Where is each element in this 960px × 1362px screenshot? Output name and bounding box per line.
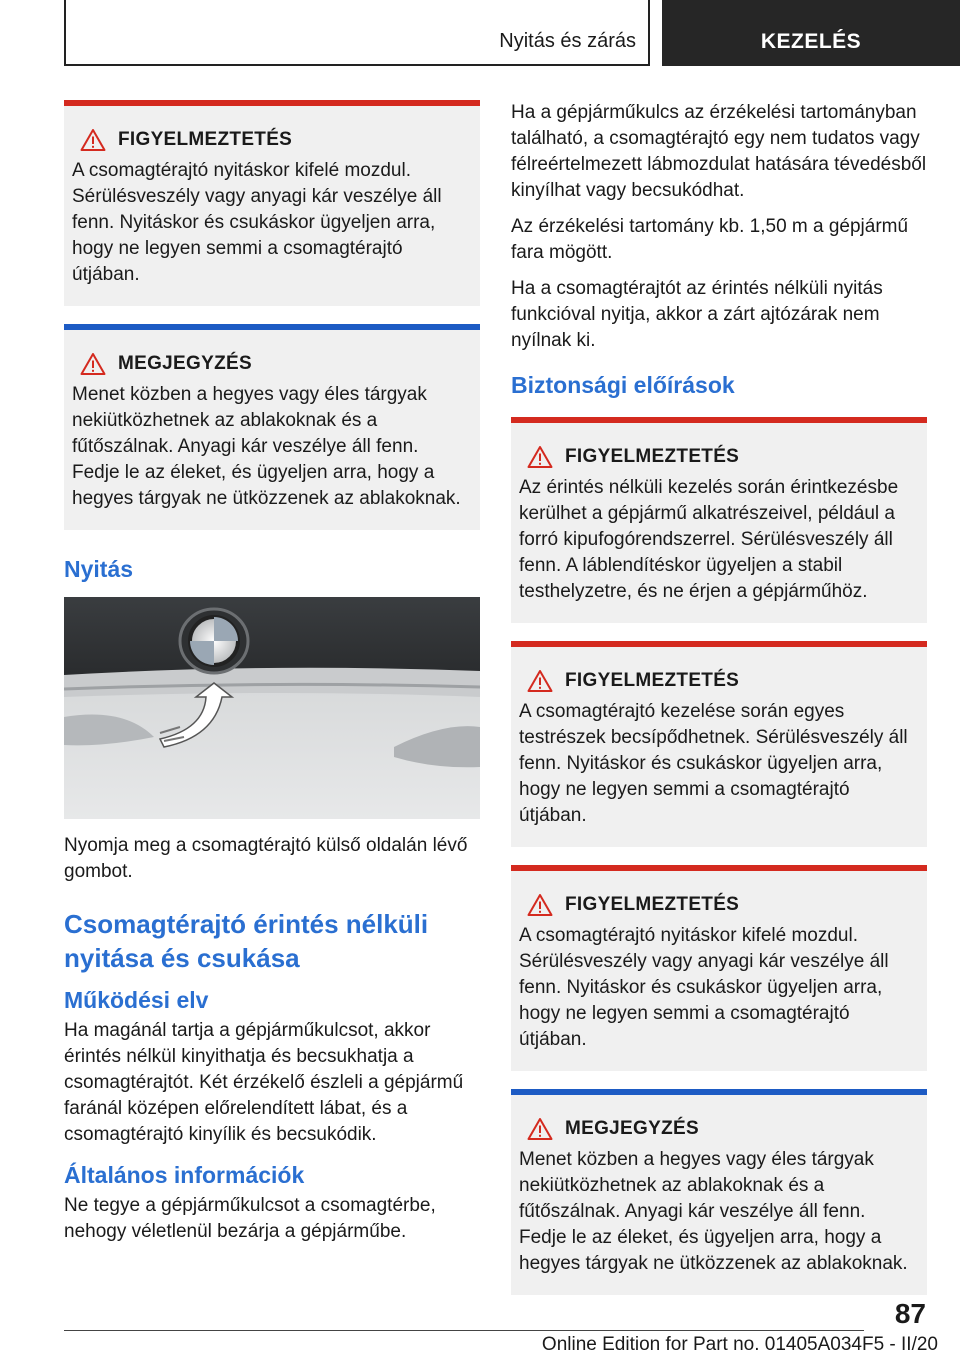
warning-triangle-icon — [80, 352, 106, 376]
sensor-paragraph: Ha a gépjárműkulcs az érzékelési tartományban található, a csomagtérajtó egy nem tudatos vagy félreértelmezett lábmozdulat hatására tévedésből kinyílhat vagy becsukódhat. — [511, 102, 927, 201]
warning-title: FIGYELMEZTETÉS — [118, 129, 293, 150]
warning-box — [511, 417, 927, 623]
section-heading-safety: Biztonsági előírások — [511, 372, 735, 398]
right-column — [511, 100, 927, 1313]
opening-paragraph: Nyomja meg a csomagtérajtó külső oldalán lévő gombot. — [64, 835, 468, 882]
subheading-principle: Működési elv — [64, 987, 209, 1013]
warning-text: A csomagtérajtó nyitáskor kifelé mozdul. Sérülésveszély vagy anyagi kár veszélye áll fenn. Nyitáskor és csukáskor ügyeljen arra, hogy ne legyen semmi a csomagtérajtó útjában. — [519, 925, 889, 1050]
note-title: MEGJEGYZÉS — [565, 1118, 699, 1139]
subheading-general: Általános információk — [64, 1162, 305, 1188]
page-number: 87 — [894, 1298, 926, 1329]
warning-text: A csomagtérajtó nyitáskor kifelé mozdul. Sérülésveszély vagy anyagi kár veszélye áll fenn. Nyitáskor és csukáskor ügyeljen arra, hogy ne legyen semmi a csomagtérajtó útjában. — [72, 160, 442, 285]
warning-box — [511, 641, 927, 847]
range-paragraph: Az érzékelési tartomány kb. 1,50 m a gépjármű fara mögött. — [511, 216, 909, 263]
header-rule-left — [64, 0, 66, 66]
warning-triangle-icon — [527, 669, 553, 693]
note-box — [64, 324, 480, 530]
section-heading-opening: Nyitás — [64, 556, 134, 582]
header-section-title: Nyitás és zárás — [499, 30, 636, 52]
note-title: MEGJEGYZÉS — [118, 353, 252, 374]
warning-text: A csomagtérajtó kezelése során egyes testrészek becsípődhetnek. Sérülésveszély áll fenn. Nyitáskor és csukáskor ügyeljen arra, hogy ne legyen semmi a csomagtérajtó útjában. — [519, 701, 908, 826]
warning-triangle-icon — [80, 128, 106, 152]
warning-title: FIGYELMEZTETÉS — [565, 894, 740, 915]
tailgate-button-photo — [64, 597, 480, 819]
note-text: Menet közben a hegyes vagy éles tárgyak nekiütközhetnek az ablakoknak és a fűtőszálnak. Anyagi kár veszélye áll fenn. Fedje le az éleket, és ügyeljen arra, hogy a hegyes tárgyak ne ütközzenek az ablakoknak. — [519, 1149, 908, 1274]
warning-triangle-icon — [527, 445, 553, 469]
warning-title: FIGYELMEZTETÉS — [565, 446, 740, 467]
header-chapter-title: KEZELÉS — [760, 30, 862, 53]
doorlock-paragraph: Ha a csomagtérajtót az érintés nélküli nyitás funkcióval nyitja, akkor a zárt ajtózárak nem nyílnak ki. — [511, 278, 883, 351]
header-chapter-tab — [662, 0, 960, 66]
principle-paragraph: Ha magánál tartja a gépjárműkulcsot, akkor érintés nélkül kinyithatja és becsukhatja a csomagtérajtót. Két érzékelő észleli a gépjármű faránál középen előrelendített lábat, és a csomagtérajtó kinyílik és becsukódik. — [64, 1020, 464, 1145]
note-text: Menet közben a hegyes vagy éles tárgyak nekiütközhetnek az ablakoknak és a fűtőszálnak. Anyagi kár veszélye áll fenn. Fedje le az éleket, és ügyeljen arra, hogy a hegyes tárgyak ne ütközzenek az ablakoknak. — [72, 384, 461, 509]
general-paragraph: Ne tegye a gépjárműkulcsot a csomagtérbe, nehogy véletlenül bezárja a gépjárműbe. — [64, 1195, 436, 1242]
left-column — [64, 100, 480, 1255]
footer-rule — [64, 1330, 864, 1331]
warning-triangle-icon — [527, 1117, 553, 1141]
header-rule — [64, 64, 650, 66]
warning-text: Az érintés nélküli kezelés során érintkezésbe kerülhet a gépjármű alkatrészeivel, például a forró kipufogórendszerrel. Sérülésveszély áll fenn. A láblendítéskor ügyeljen a stabil testhelyzetre, és ne érjen a gépjárműhöz. — [519, 477, 899, 602]
warning-box — [64, 100, 480, 306]
header-rule-right — [648, 0, 650, 66]
warning-title: FIGYELMEZTETÉS — [565, 670, 740, 691]
section-heading-touchless: Csomagtérajtó érintés nélküli nyitása és csukása — [64, 909, 429, 973]
warning-box — [511, 865, 927, 1071]
footer-edition: Online Edition for Part no. 01405A034F5 - II/20 — [541, 1334, 938, 1355]
warning-triangle-icon — [527, 893, 553, 917]
note-box — [511, 1089, 927, 1295]
